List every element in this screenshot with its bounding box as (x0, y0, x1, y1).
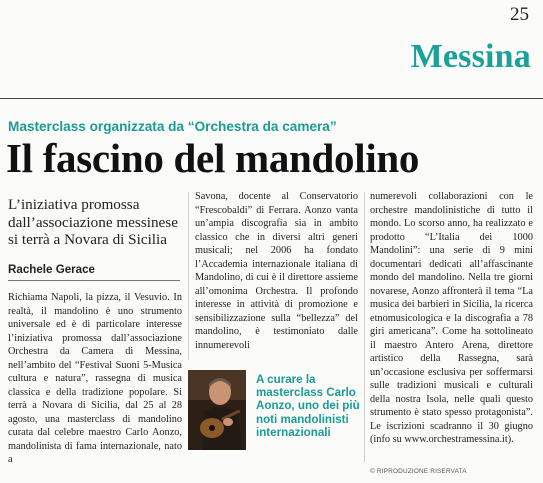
article-kicker: Masterclass organizzata da “Orchestra da camera” (8, 119, 337, 134)
article-byline: Rachele Gerace (8, 263, 96, 276)
byline-divider (8, 280, 180, 281)
photo-caption: A curare la masterclass Carlo Aonzo, uno dei più noti mandolinisti internazionali (256, 373, 360, 439)
page-number: 25 (510, 4, 529, 25)
column-divider (364, 192, 365, 462)
article-column-2: Savona, docente al Conservatorio “Frescobaldi” di Ferrara. Aonzo vanta un’ampia discografia sia in ambito classico che in diversi altri generi musicali; nel 2006 ha fondato l’Accademia internazionale italiana di Mandolino, di cui è il direttore assieme all’omonima Orchestra. Il profondo interesse in attività di promozione e sensibilizzazione sulla “bellezza” del mandolino, è testimoniato dalle innumerevoli (195, 191, 358, 351)
column-divider (188, 192, 189, 360)
article-headline: Il fascino del mandolino (6, 135, 420, 181)
mandolinist-image (188, 370, 246, 450)
article-column-1: Richiama Napoli, la pizza, il Vesuvio. In realtà, il mandolino è uno strumento universale ed è di particolare interesse l’iniziativa promossa dall’associazione Orchestra da Camera di Messina, nell’ambito del “Festival Suoni 5-Musica cultura e natura”, rassegna di musica classica e della tradizione popolare. Si terrà a Novara di Sicilia, dal 25 al 28 agosto, una masterclass di mandolino curata dal celebre maestro Carlo Aonzo, mandolinista di fama internazionale, nato a (8, 292, 182, 465)
article-subhead: L’iniziativa promossa dall’associazione messinese si terrà a Novara di Sicilia (8, 196, 178, 248)
portrait-photo (188, 370, 246, 450)
section-title: Messina (410, 38, 531, 75)
copyright-notice: © RIPRODUZIONE RISERVATA (370, 468, 467, 475)
article-column-3: numerevoli collaborazioni con le orchestre mandolinistiche di tutto il mondo. Lo scorso anno, ha realizzato e prodotto “L’Italia dei 1000 Mandolini”: una serie di 9 mini documentari dedicati all’affascinante mondo del mandolino. Nella tre giorni novarese, Aonzo affronterà il tema “La musica dei barbieri in Sicilia, la ricerca etnomusicologica e la discografia a 78 giri americana”. Come ha sottolineato il maestro Antero Arena, direttore artistico della Rassegna, sarà un’occasione esclusiva per soffermarsi sulle tradizioni musicali e culturali della nostra Isola, nelle quali questo strumento è stato spesso protagonista”. Le iscrizioni scadranno il 30 giugno (info su www.orchestramessina.it). (370, 191, 533, 445)
header-divider (0, 98, 543, 99)
